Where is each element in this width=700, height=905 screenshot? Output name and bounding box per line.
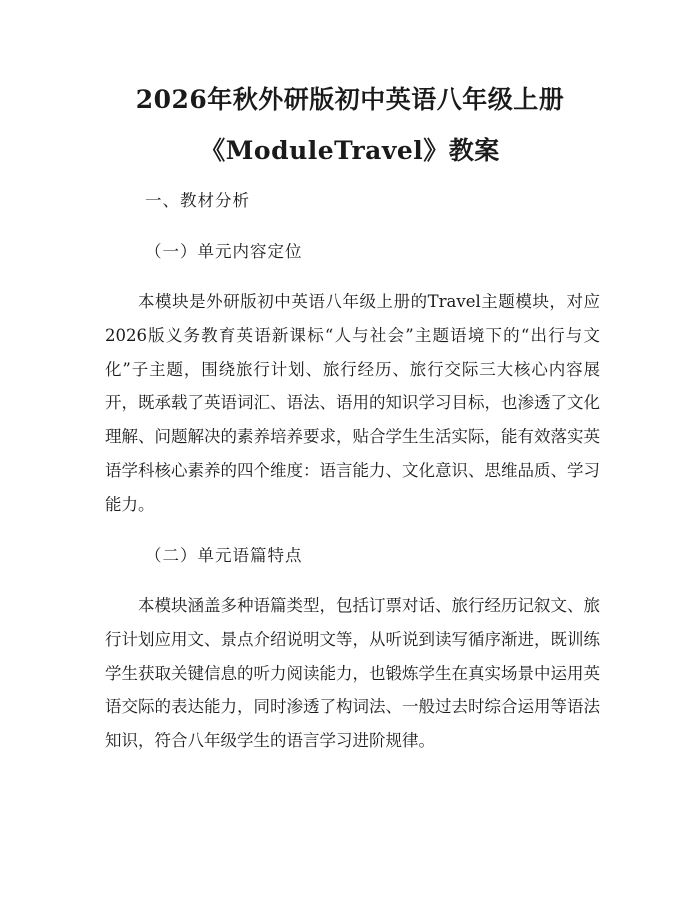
section-heading-textbook-analysis: 一、教材分析	[145, 191, 250, 210]
subsection-heading-unit-positioning: （一）单元内容定位	[145, 242, 303, 261]
paragraph-unit-positioning: 本模块是外研版初中英语八年级上册的Travel主题模块，对应2026版义务教育英语新课标“人与社会”主题语境下的“出行与文化”子主题，围绕旅行计划、旅行经历、旅行交际三大核心内容展开，既承载了英语词汇、语法、语用的知识学习目标，也渗透了文化理解、问题解决的素养培养要求，贴合学生生活实际，能有效落实英语学科核心素养的四个维度：语言能力、文化意识、思维品质、学习能力。	[105, 292, 600, 514]
subsection-heading-text-features: （二）单元语篇特点	[145, 546, 303, 565]
document-title-line2: 《ModuleTravel》教案	[200, 136, 500, 165]
document-title-line1: 2026年秋外研版初中英语八年级上册	[135, 85, 565, 114]
paragraph-text-features: 本模块涵盖多种语篇类型，包括订票对话、旅行经历记叙文、旅行计划应用文、景点介绍说明文等，从听说到读写循序渐进，既训练学生获取关键信息的听力阅读能力，也锻炼学生在真实场景中运用英语交际的表达能力，同时渗透了构词法、一般过去时综合运用等语法知识，符合八年级学生的语言学习进阶规律。	[105, 596, 600, 751]
